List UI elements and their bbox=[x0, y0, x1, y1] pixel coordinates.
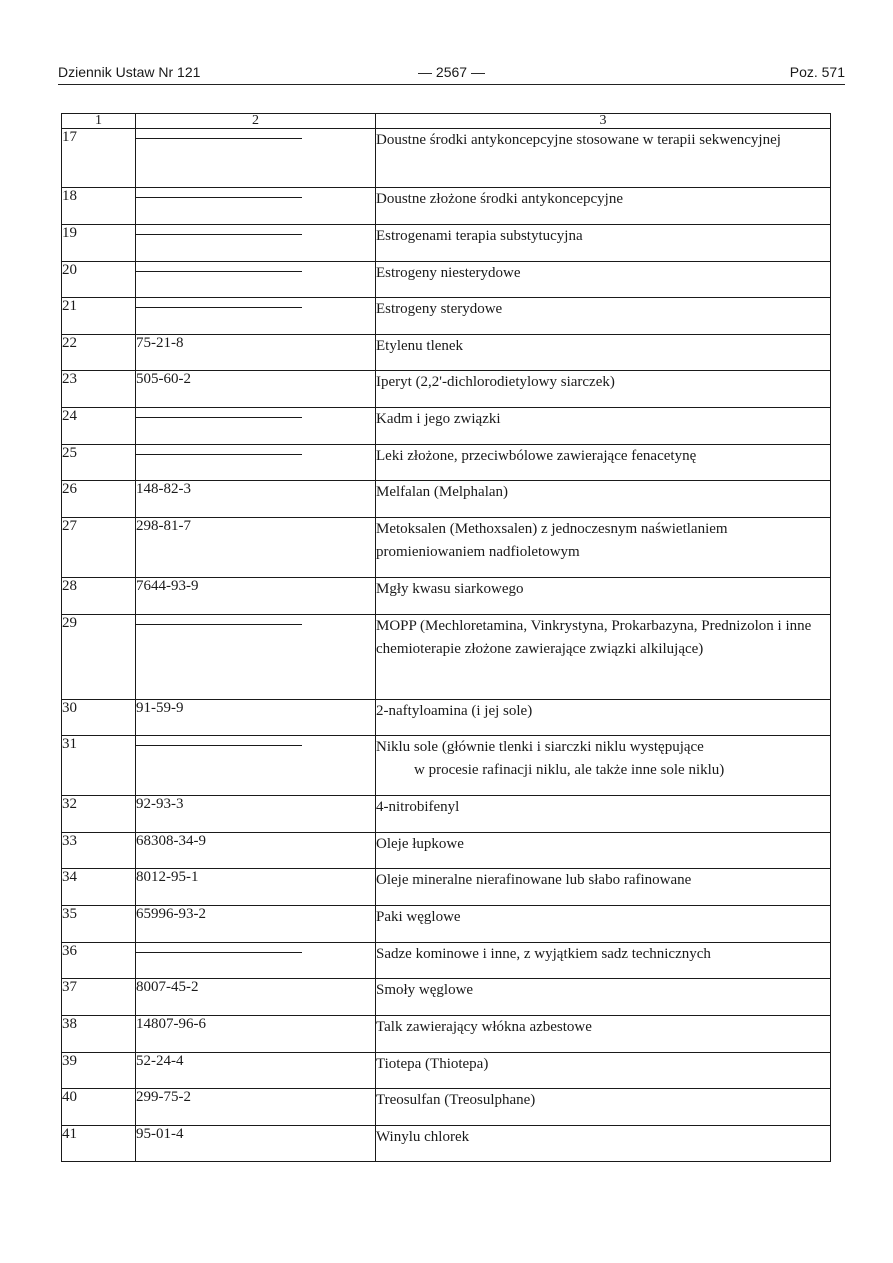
row-number: 22 bbox=[62, 335, 136, 371]
row-number: 34 bbox=[62, 869, 136, 906]
cas-number-empty bbox=[136, 445, 376, 481]
substance-name-text: Iperyt (2,2'-dichlorodietylowy siarczek) bbox=[376, 374, 615, 390]
table-row bbox=[62, 736, 831, 796]
row-number: 36 bbox=[62, 943, 136, 979]
substances-table bbox=[61, 113, 831, 1162]
substance-name bbox=[376, 129, 831, 188]
substance-name-text: Niklu sole (głównie tlenki i siarczki niklu występujące bbox=[376, 739, 704, 755]
substance-name-text: Melfalan (Melphalan) bbox=[376, 484, 509, 500]
cas-number: 52-24-4 bbox=[136, 1053, 376, 1089]
substance-name bbox=[376, 298, 831, 335]
dash-line bbox=[136, 745, 302, 746]
substance-name-text: Smoły węglowe bbox=[376, 982, 474, 998]
substance-name-text: 2-naftyloamina (i jej sole) bbox=[376, 703, 533, 719]
substance-name-text: Doustne środki antykoncepcyjne stosowane w terapii sekwencyjnej bbox=[376, 132, 781, 148]
table-row bbox=[62, 1053, 831, 1089]
substance-name bbox=[376, 188, 831, 225]
substance-name bbox=[376, 1016, 831, 1053]
cas-number: 65996-93-2 bbox=[136, 906, 376, 943]
table-row bbox=[62, 335, 831, 371]
table-row bbox=[62, 225, 831, 262]
table-row bbox=[62, 129, 831, 188]
cas-number: 91-59-9 bbox=[136, 700, 376, 736]
table-row bbox=[62, 869, 831, 906]
cas-number: 92-93-3 bbox=[136, 796, 376, 833]
substance-name-text: Estrogeny niesterydowe bbox=[376, 265, 521, 281]
substance-name-text: Oleje łupkowe bbox=[376, 836, 464, 852]
cas-number-empty bbox=[136, 262, 376, 298]
cas-number: 75-21-8 bbox=[136, 335, 376, 371]
dash-line bbox=[136, 624, 302, 625]
table-row bbox=[62, 578, 831, 615]
row-number: 30 bbox=[62, 700, 136, 736]
table-row bbox=[62, 700, 831, 736]
cas-number: 95-01-4 bbox=[136, 1126, 376, 1162]
substance-name bbox=[376, 796, 831, 833]
substance-name-text: Estrogeny sterydowe bbox=[376, 301, 503, 317]
cas-number: 505-60-2 bbox=[136, 371, 376, 408]
substance-name-text: MOPP (Mechloretamina, Vinkrystyna, Prokarbazyna, Prednizolon i inne chemioterapie złożone zawierające związki alkilujące) bbox=[376, 618, 812, 657]
row-number: 39 bbox=[62, 1053, 136, 1089]
substance-name bbox=[376, 700, 831, 736]
substance-name-text: Metoksalen (Methoxsalen) z jednoczesnym naświetlaniem promieniowaniem nadfioletowym bbox=[376, 521, 728, 560]
table-row bbox=[62, 833, 831, 869]
cas-number-empty bbox=[136, 298, 376, 335]
row-number: 25 bbox=[62, 445, 136, 481]
substance-name-continuation: w procesie rafinacji niklu, ale także inne sole niklu) bbox=[414, 762, 725, 778]
substance-name-text: Doustne złożone środki antykoncepcyjne bbox=[376, 191, 624, 207]
column-header-1: 1 bbox=[62, 114, 136, 129]
table-row bbox=[62, 1016, 831, 1053]
cas-number: 14807-96-6 bbox=[136, 1016, 376, 1053]
substance-name-text: Winylu chlorek bbox=[376, 1129, 470, 1145]
substance-name bbox=[376, 262, 831, 298]
page-number: — 2567 — bbox=[418, 64, 485, 80]
table-row bbox=[62, 906, 831, 943]
substance-name bbox=[376, 408, 831, 445]
table-row bbox=[62, 371, 831, 408]
substance-name bbox=[376, 833, 831, 869]
substance-name bbox=[376, 518, 831, 578]
dash-line bbox=[136, 454, 302, 455]
substance-name-text: Mgły kwasu siarkowego bbox=[376, 581, 524, 597]
table-row bbox=[62, 481, 831, 518]
row-number: 23 bbox=[62, 371, 136, 408]
column-header-3: 3 bbox=[376, 114, 831, 129]
table-row bbox=[62, 518, 831, 578]
table-row bbox=[62, 943, 831, 979]
row-number: 29 bbox=[62, 615, 136, 700]
row-number: 26 bbox=[62, 481, 136, 518]
substance-name bbox=[376, 335, 831, 371]
table-row bbox=[62, 298, 831, 335]
substance-name-text: Leki złożone, przeciwbólowe zawierające fenacetynę bbox=[376, 448, 697, 464]
column-header-2: 2 bbox=[136, 114, 376, 129]
substance-name bbox=[376, 1053, 831, 1089]
substance-name-text: Paki węglowe bbox=[376, 909, 461, 925]
cas-number: 148-82-3 bbox=[136, 481, 376, 518]
row-number: 33 bbox=[62, 833, 136, 869]
journal-title: Dziennik Ustaw Nr 121 bbox=[58, 64, 201, 80]
cas-number: 8007-45-2 bbox=[136, 979, 376, 1016]
row-number: 24 bbox=[62, 408, 136, 445]
table-row bbox=[62, 408, 831, 445]
cas-number: 299-75-2 bbox=[136, 1089, 376, 1126]
substance-name bbox=[376, 906, 831, 943]
substance-name bbox=[376, 445, 831, 481]
cas-number-empty bbox=[136, 615, 376, 700]
table-row bbox=[62, 445, 831, 481]
table-row bbox=[62, 796, 831, 833]
substance-name-text: Oleje mineralne nierafinowane lub słabo rafinowane bbox=[376, 872, 692, 888]
row-number: 27 bbox=[62, 518, 136, 578]
cas-number: 298-81-7 bbox=[136, 518, 376, 578]
substance-name-text: Talk zawierający włókna azbestowe bbox=[376, 1019, 592, 1035]
cas-number: 7644-93-9 bbox=[136, 578, 376, 615]
substance-name bbox=[376, 1126, 831, 1162]
substance-name bbox=[376, 225, 831, 262]
row-number: 35 bbox=[62, 906, 136, 943]
cas-number-empty bbox=[136, 408, 376, 445]
dash-line bbox=[136, 271, 302, 272]
substance-name-text: Treosulfan (Treosulphane) bbox=[376, 1092, 536, 1108]
substance-name bbox=[376, 736, 831, 796]
cas-number-empty bbox=[136, 129, 376, 188]
row-number: 19 bbox=[62, 225, 136, 262]
row-number: 28 bbox=[62, 578, 136, 615]
substance-name bbox=[376, 481, 831, 518]
cas-number-empty bbox=[136, 736, 376, 796]
substance-name bbox=[376, 869, 831, 906]
row-number: 32 bbox=[62, 796, 136, 833]
dash-line bbox=[136, 952, 302, 953]
substance-name bbox=[376, 371, 831, 408]
row-number: 41 bbox=[62, 1126, 136, 1162]
dash-line bbox=[136, 138, 302, 139]
cas-number-empty bbox=[136, 943, 376, 979]
table-row bbox=[62, 188, 831, 225]
row-number: 21 bbox=[62, 298, 136, 335]
substance-name bbox=[376, 1089, 831, 1126]
substance-name bbox=[376, 943, 831, 979]
header-divider bbox=[58, 84, 845, 85]
substance-name-text: 4-nitrobifenyl bbox=[376, 799, 460, 815]
position-number: Poz. 571 bbox=[789, 64, 845, 80]
row-number: 40 bbox=[62, 1089, 136, 1126]
cas-number-empty bbox=[136, 188, 376, 225]
table-row bbox=[62, 615, 831, 700]
table-header-row bbox=[62, 114, 831, 129]
substance-name bbox=[376, 615, 831, 700]
substance-name bbox=[376, 578, 831, 615]
substance-name-text: Tiotepa (Thiotepa) bbox=[376, 1056, 489, 1072]
substance-name bbox=[376, 979, 831, 1016]
row-number: 17 bbox=[62, 129, 136, 188]
dash-line bbox=[136, 234, 302, 235]
cas-number: 8012-95-1 bbox=[136, 869, 376, 906]
cas-number-empty bbox=[136, 225, 376, 262]
dash-line bbox=[136, 307, 302, 308]
row-number: 31 bbox=[62, 736, 136, 796]
dash-line bbox=[136, 197, 302, 198]
substance-name-text: Etylenu tlenek bbox=[376, 338, 464, 354]
row-number: 37 bbox=[62, 979, 136, 1016]
row-number: 38 bbox=[62, 1016, 136, 1053]
table-row bbox=[62, 1089, 831, 1126]
table-row bbox=[62, 1126, 831, 1162]
cas-number: 68308-34-9 bbox=[136, 833, 376, 869]
substance-name-text: Sadze kominowe i inne, z wyjątkiem sadz technicznych bbox=[376, 946, 711, 962]
table-row bbox=[62, 979, 831, 1016]
row-number: 20 bbox=[62, 262, 136, 298]
dash-line bbox=[136, 417, 302, 418]
substance-name-text: Kadm i jego związki bbox=[376, 411, 501, 427]
substance-name-text: Estrogenami terapia substytucyjna bbox=[376, 228, 583, 244]
row-number: 18 bbox=[62, 188, 136, 225]
page-header bbox=[58, 62, 845, 86]
table-row bbox=[62, 262, 831, 298]
